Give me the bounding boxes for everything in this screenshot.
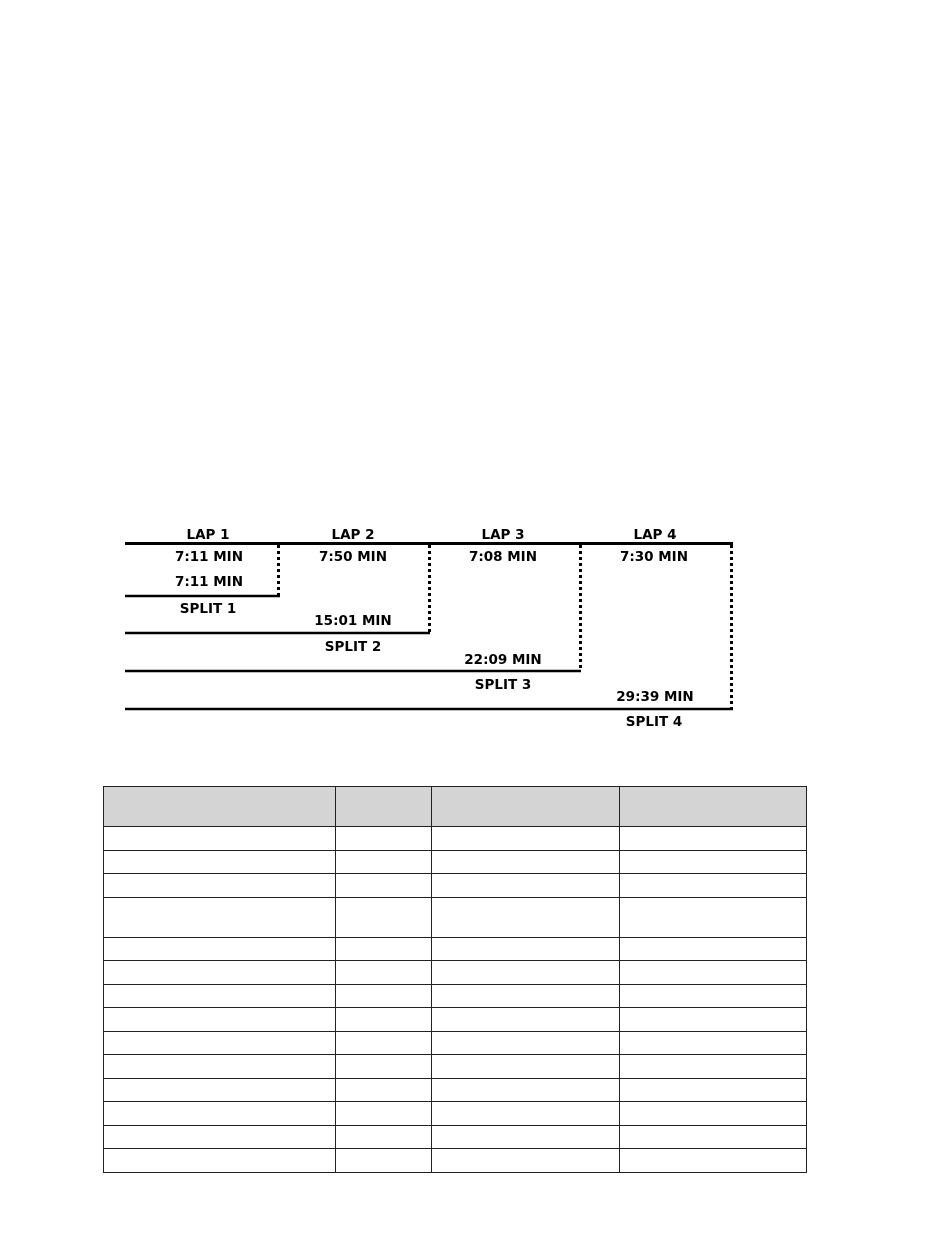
- table-row: [104, 1055, 807, 1079]
- table-cell: [336, 850, 432, 874]
- table-row: [104, 1008, 807, 1032]
- split-1-label: SPLIT 1: [179, 601, 237, 617]
- table-cell: [432, 937, 620, 961]
- split-2-label: SPLIT 2: [324, 639, 382, 655]
- split-4-time: 29:39 MIN: [616, 689, 694, 705]
- table-row: [104, 1102, 807, 1126]
- table-cell: [432, 1055, 620, 1079]
- table-cell: [432, 1125, 620, 1149]
- table-cell: [336, 874, 432, 898]
- table-cell: [336, 1078, 432, 1102]
- table-cell: [432, 874, 620, 898]
- table-cell: [336, 961, 432, 985]
- table-cell: [104, 1008, 336, 1032]
- table-body: [104, 827, 807, 1173]
- table-cell: [620, 937, 807, 961]
- table-cell: [104, 937, 336, 961]
- table-cell: [620, 961, 807, 985]
- table-cell: [336, 1102, 432, 1126]
- table-cell: [336, 897, 432, 937]
- table-cell: [620, 827, 807, 851]
- table-cell: [336, 937, 432, 961]
- table-row: [104, 1078, 807, 1102]
- table-row: [104, 1149, 807, 1173]
- table-row: [104, 937, 807, 961]
- table-row: [104, 961, 807, 985]
- lap-4-time: 7:30 MIN: [619, 549, 689, 565]
- table-header-row: [104, 787, 807, 827]
- table-cell: [432, 1149, 620, 1173]
- table-cell: [620, 850, 807, 874]
- table-cell: [336, 1008, 432, 1032]
- table-cell: [104, 1125, 336, 1149]
- table-cell: [104, 1031, 336, 1055]
- table-cell: [336, 827, 432, 851]
- split-4-label: SPLIT 4: [625, 714, 683, 730]
- table-cell: [104, 897, 336, 937]
- table-cell: [336, 1125, 432, 1149]
- table-row: [104, 850, 807, 874]
- table-cell: [620, 1078, 807, 1102]
- table-row: [104, 874, 807, 898]
- table-cell: [104, 961, 336, 985]
- table-header-cell: [432, 787, 620, 827]
- table-row: [104, 827, 807, 851]
- table-cell: [336, 1031, 432, 1055]
- table-row: [104, 1031, 807, 1055]
- table-cell: [432, 827, 620, 851]
- table-cell: [620, 897, 807, 937]
- table-cell: [620, 1031, 807, 1055]
- table-cell: [432, 1031, 620, 1055]
- table-cell: [432, 897, 620, 937]
- table-header-cell: [620, 787, 807, 827]
- table-cell: [104, 1078, 336, 1102]
- table-cell: [104, 850, 336, 874]
- blank-data-table: [103, 786, 807, 1173]
- table-cell: [620, 1102, 807, 1126]
- table-cell: [432, 984, 620, 1008]
- table-cell: [620, 1149, 807, 1173]
- table-cell: [620, 874, 807, 898]
- table-cell: [336, 1149, 432, 1173]
- table-cell: [104, 1102, 336, 1126]
- table-cell: [432, 1102, 620, 1126]
- table-cell: [336, 984, 432, 1008]
- lap-3-label: LAP 3: [481, 527, 525, 543]
- table-cell: [620, 1008, 807, 1032]
- table-cell: [104, 1149, 336, 1173]
- table-row: [104, 984, 807, 1008]
- split-1-time: 7:11 MIN: [174, 574, 244, 590]
- lap-1-label: LAP 1: [186, 527, 230, 543]
- table-header-cell: [336, 787, 432, 827]
- table-cell: [104, 827, 336, 851]
- lap-4-label: LAP 4: [633, 527, 677, 543]
- split-3-time: 22:09 MIN: [464, 652, 542, 668]
- table-cell: [432, 1008, 620, 1032]
- table-cell: [620, 984, 807, 1008]
- table-cell: [620, 1125, 807, 1149]
- table-row: [104, 897, 807, 937]
- table-cell: [432, 961, 620, 985]
- table-header-cell: [104, 787, 336, 827]
- split-2-time: 15:01 MIN: [314, 613, 392, 629]
- lap-3-time: 7:08 MIN: [468, 549, 538, 565]
- lap-2-label: LAP 2: [331, 527, 375, 543]
- split-3-label: SPLIT 3: [474, 677, 532, 693]
- table-cell: [620, 1055, 807, 1079]
- table-row: [104, 1125, 807, 1149]
- table-cell: [104, 874, 336, 898]
- table-cell: [336, 1055, 432, 1079]
- table-cell: [432, 850, 620, 874]
- table-cell: [104, 984, 336, 1008]
- table-cell: [432, 1078, 620, 1102]
- lap-2-time: 7:50 MIN: [318, 549, 388, 565]
- table-cell: [104, 1055, 336, 1079]
- lap-1-time: 7:11 MIN: [174, 549, 244, 565]
